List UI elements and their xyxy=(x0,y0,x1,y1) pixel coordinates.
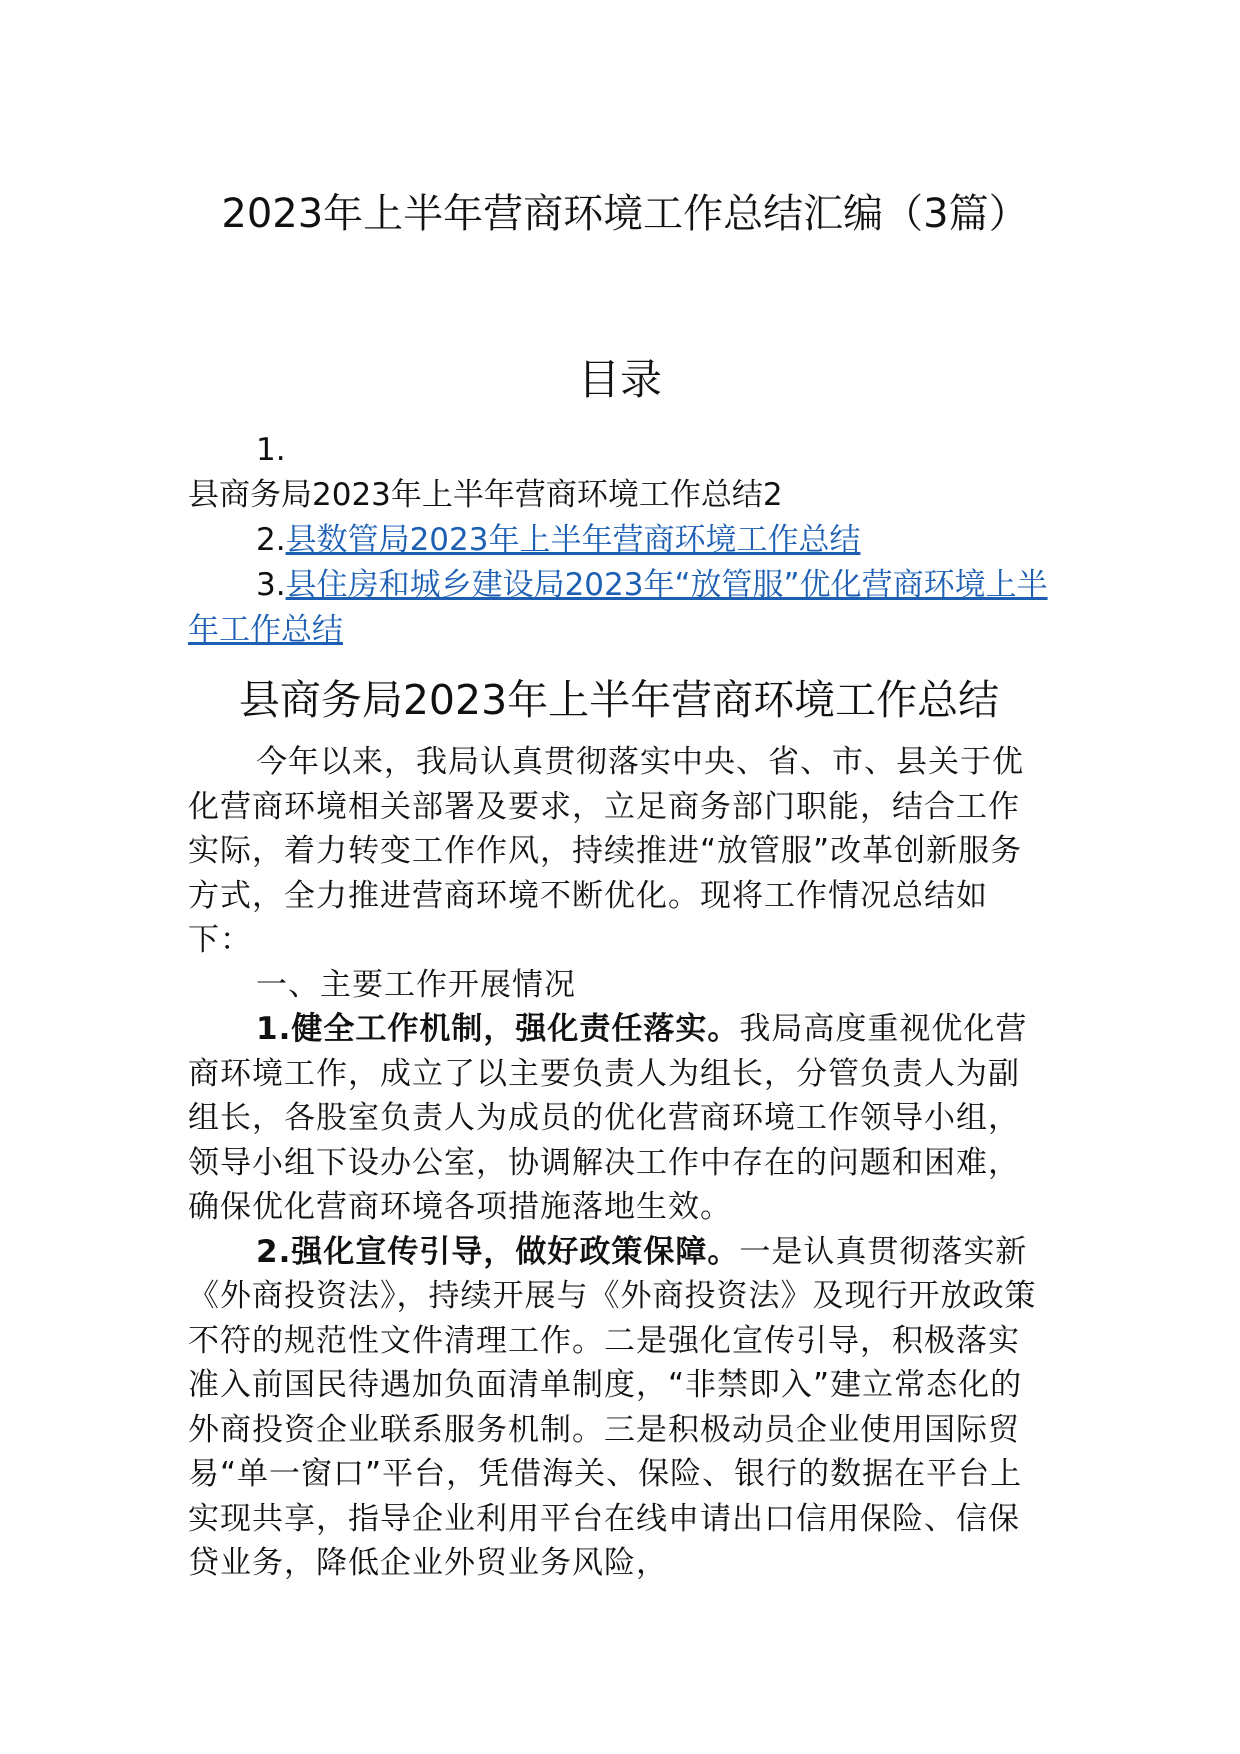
document-title: 2023年上半年营商环境工作总结汇编（3篇） xyxy=(221,191,1029,237)
toc-item-1 xyxy=(188,473,1050,518)
paragraph-item-1 xyxy=(188,1007,1050,1230)
toc-item-1-text: 县商务局2023年上半年营商环境工作总结2 xyxy=(188,477,783,513)
toc-item-3 xyxy=(188,563,1050,653)
table-of-contents xyxy=(188,428,1050,653)
item-1-lead: 1.健全工作机制，强化责任落实。 xyxy=(256,1011,740,1047)
toc-item-1-number xyxy=(188,428,1050,473)
item-1-text: 我局高度重视优化营商环境工作，成立了以主要负责人为组长，分管负责人为副组长，各股室负责人为成员的优化营商环境工作领导小组，领导小组下设办公室，协调解决工作中存在的问题和困难，确保优化营商环境各项措施落地生效。 xyxy=(188,1011,1028,1225)
toc-heading: 目录 xyxy=(577,355,662,404)
item-2-text: 一是认真贯彻落实新《外商投资法》，持续开展与《外商投资法》及现行开放政策不符的规范性文件清理工作。二是强化宣传引导，积极落实准入前国民待遇加负面清单制度，“非禁即入”建立常态化的外商投资企业联系服务机制。三是积极动员企业使用国际贸易“单一窗口”平台，凭借海关、保险、银行的数据在平台上实现共享，指导企业利用平台在线申请出口信用保险、信保贷业务，降低企业外贸业务风险， xyxy=(188,1233,1037,1581)
intro-paragraph: 今年以来，我局认真贯彻落实中央、省、市、县关于优化营商环境相关部署及要求，立足商务部门职能，结合工作实际，着力转变工作作风，持续推进“放管服”改革创新服务方式，全力推进营商环境不断优化。现将工作情况总结如下： xyxy=(188,744,1024,958)
toc-item-number: 3. xyxy=(256,567,286,603)
toc-item-number: 1. xyxy=(256,432,286,468)
toc-item-number: 2. xyxy=(256,522,286,558)
section-body xyxy=(188,740,1050,1586)
section-title: 县商务局2023年上半年营商环境工作总结 xyxy=(238,676,1000,724)
toc-link-3[interactable]: 县住房和城乡建设局2023年“放管服”优化营商环境上半年工作总结 xyxy=(188,567,1048,648)
toc-item-2 xyxy=(188,518,1050,563)
subheading-1: 一、主要工作开展情况 xyxy=(256,966,576,1003)
item-2-lead: 2.强化宣传引导，做好政策保障。 xyxy=(256,1233,740,1270)
toc-link-2[interactable]: 县数管局2023年上半年营商环境工作总结 xyxy=(285,522,861,558)
paragraph-item-2 xyxy=(188,1230,1050,1586)
